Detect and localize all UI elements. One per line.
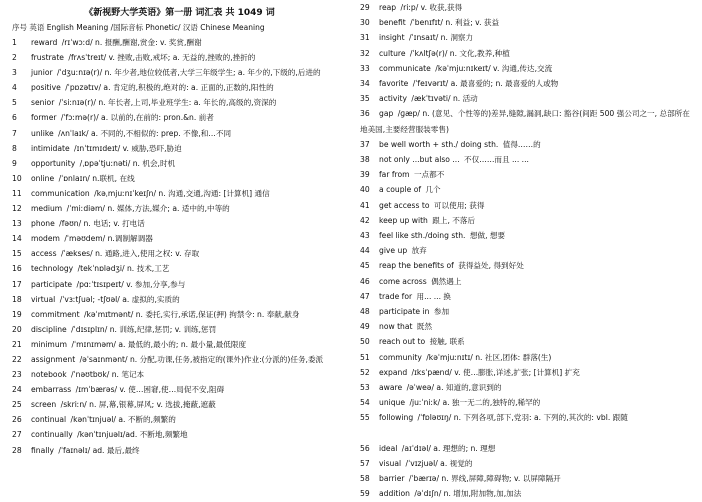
entry-row — [360, 15, 695, 30]
entry-meaning: 一点都不 — [411, 170, 445, 180]
entry-meaning: /ɡæp/ n. (意见、个性等的)差异,缝隙,漏洞,缺口: 豁谷(间距 500 强公司之一, 总部所在地美国,主要经营服装零售) — [360, 109, 690, 134]
entry-row — [12, 50, 347, 65]
entry-word: barrier — [379, 474, 405, 484]
entry-word: give up — [379, 246, 408, 256]
entry-meaning: /fəʊn/ n. 电话; v. 打电话 — [56, 219, 145, 229]
entry-meaning: /ɪmˈbærəs/ v. 使…困窘,使…局促不安,阻碍 — [73, 385, 225, 395]
entry-row — [360, 198, 695, 213]
entry-meaning: /rɪˈwɔːd/ n. 报酬,酬谢,赏金: v. 奖赏,酬谢 — [59, 38, 202, 47]
entry-meaning: /ˈkʌltʃə(r)/ n. 文化,教养,种植 — [407, 48, 510, 58]
entry-row — [360, 182, 695, 197]
entry-number: 56 — [360, 443, 370, 453]
entry-row — [12, 65, 347, 80]
entry-number: 33 — [360, 63, 370, 73]
entry-row — [360, 243, 695, 258]
entry-number: 47 — [360, 291, 370, 301]
blank-line — [360, 426, 695, 441]
entry-number: 32 — [360, 48, 370, 58]
entry-row — [360, 30, 695, 45]
entry-row — [12, 156, 347, 171]
entry-meaning: /pɑːˈtɪsɪpeɪt/ v. 参加,分享,参与 — [74, 279, 186, 289]
entry-word: activity — [379, 94, 407, 104]
entry-number: 38 — [360, 155, 370, 165]
entry-word: online — [31, 173, 55, 183]
entry-row — [12, 307, 347, 322]
entry-meaning: /əˈweə/ a. 知道的,意识到的 — [404, 383, 502, 393]
entry-row — [12, 216, 347, 231]
entry-word: reward — [31, 38, 58, 47]
right-entry-list — [360, 0, 695, 502]
entry-number: 40 — [360, 185, 370, 195]
entry-meaning: /kənˈtɪnjuəl/ a. 不断的,频繁的 — [68, 415, 176, 425]
entry-word: communication — [31, 188, 90, 198]
entry-number: 16 — [12, 264, 22, 274]
entry-number: 35 — [360, 94, 370, 104]
entry-number: 39 — [360, 170, 370, 180]
entry-word: unlike — [31, 128, 54, 138]
entry-number: 59 — [360, 489, 370, 499]
entry-word: embarrass — [31, 385, 72, 395]
entry-word: come across — [379, 276, 427, 286]
entry-meaning: /ˈvɪzjuəl/ a. 视觉的 — [403, 458, 473, 468]
entry-row — [12, 367, 347, 382]
entry-word: frustrate — [31, 53, 64, 63]
entry-row — [360, 106, 695, 136]
entry-row — [360, 304, 695, 319]
entry-number: 3 — [12, 68, 17, 78]
entry-number: 41 — [360, 200, 370, 210]
entry-row — [360, 456, 695, 471]
entry-word: be well worth + sth./ doing sth. — [379, 139, 499, 149]
entry-row — [360, 228, 695, 243]
entry-number: 5 — [12, 98, 17, 108]
entry-row — [12, 337, 347, 352]
entry-word: minimum — [31, 339, 68, 349]
entry-meaning: 可以使用; 获得 — [431, 200, 485, 210]
entry-number: 14 — [12, 234, 22, 244]
entry-number: 11 — [12, 188, 22, 198]
entry-number: 17 — [12, 279, 22, 289]
entry-word: commitment — [31, 309, 80, 319]
entry-number: 51 — [360, 352, 370, 362]
entry-meaning: /ɪnˈtɪmɪdeɪt/ v. 威胁,恐吓,胁迫 — [71, 143, 182, 153]
entry-meaning: 值得……的 — [500, 139, 541, 149]
page-title: 《新视野大学英语》第一册 词汇表 共 1049 词 — [84, 8, 275, 18]
entry-word: visual — [379, 458, 402, 468]
entry-word: following — [379, 413, 414, 423]
entry-meaning: /ˈsiːnɪə(r)/ n. 年长者,上司,毕业班学生: a. 年长的,高级的,资深的 — [56, 98, 277, 108]
entry-word: benefit — [379, 18, 406, 28]
entry-meaning: 偶然遇上 — [428, 276, 462, 286]
entry-word: continual — [31, 415, 67, 425]
entry-meaning: /ˈnəʊtbʊk/ n. 笔记本 — [68, 370, 145, 380]
entry-row — [360, 46, 695, 61]
entry-row — [360, 137, 695, 152]
entry-word: former — [31, 113, 57, 123]
entry-number: 4 — [12, 83, 17, 93]
entry-word: reap the benefits of — [379, 261, 454, 271]
entry-number: 26 — [12, 415, 22, 425]
entry-meaning: /ˈpɒzətɪv/ a. 肯定的,积极的,绝对的: a. 正面的,正数的,阳性的 — [62, 83, 274, 93]
entry-word: keep up with — [379, 215, 428, 225]
left-column — [12, 0, 347, 458]
entry-meaning: 跟上, 不落后 — [429, 215, 476, 225]
entry-row — [360, 380, 695, 395]
entry-number: 28 — [12, 445, 22, 455]
entry-number: 31 — [360, 33, 370, 43]
left-entry-list — [12, 35, 347, 458]
entry-meaning: 获得益处, 得到好处 — [455, 261, 524, 271]
entry-meaning: 既然 — [414, 322, 433, 332]
entry-row — [360, 486, 695, 501]
entry-number: 45 — [360, 261, 370, 271]
entry-number: 49 — [360, 322, 370, 332]
entry-row — [12, 322, 347, 337]
entry-number: 13 — [12, 219, 22, 229]
entry-row — [12, 110, 347, 125]
entry-word: not only ...but also ... — [379, 155, 460, 165]
entry-number: 46 — [360, 276, 370, 286]
entry-row — [12, 427, 347, 442]
entry-word: access — [31, 249, 57, 259]
entry-row — [360, 61, 695, 76]
entry-word: communicate — [379, 63, 431, 73]
entry-meaning: 参加 — [431, 307, 450, 317]
entry-row — [360, 319, 695, 334]
entry-meaning: /ˌɒpəˈtjuːnəti/ n. 机会,时机 — [77, 158, 176, 168]
entry-meaning: /kəˈmjuːnɪkeɪt/ v. 沟通,传达,交流 — [432, 63, 553, 73]
entry-word: now that — [379, 322, 413, 332]
entry-row — [360, 410, 695, 425]
entry-number: 10 — [12, 173, 22, 183]
entry-row — [360, 0, 695, 15]
entry-meaning: 放弃 — [409, 246, 427, 256]
entry-row — [360, 91, 695, 106]
entry-meaning: /ˈməʊdem/ n.调制解调器 — [61, 234, 153, 244]
entry-number: 58 — [360, 474, 370, 484]
entry-number: 42 — [360, 215, 370, 225]
entry-word: reap — [379, 3, 397, 12]
entry-word: feel like sth./doing sth. — [379, 231, 466, 241]
entry-word: get access to — [379, 200, 430, 210]
entry-word: favorite — [379, 79, 409, 89]
entry-row — [12, 231, 347, 246]
entry-meaning: 用... ... 换 — [414, 291, 452, 301]
entry-number: 15 — [12, 249, 22, 259]
entry-row — [360, 76, 695, 91]
entry-number: 6 — [12, 113, 17, 123]
entry-number: 27 — [12, 430, 22, 440]
entry-number: 53 — [360, 383, 370, 393]
entry-meaning: /ˈdʒuːnɪə(r)/ n. 年少者,地位较低者,大学三年级学生; a. 年少的,下级的,后进的 — [54, 68, 321, 78]
entry-word: intimidate — [31, 143, 70, 153]
entry-word: positive — [31, 83, 61, 93]
entry-row — [360, 350, 695, 365]
entry-word: unique — [379, 398, 406, 408]
entry-meaning: /kəˈmjuːnɪtɪ/ n. 社区,团体: 群落(生) — [423, 352, 552, 362]
entry-number: 2 — [12, 53, 17, 63]
entry-row — [360, 152, 695, 167]
entry-word: senior — [31, 98, 55, 108]
entry-number: 1 — [12, 38, 17, 47]
entry-number: 23 — [12, 370, 22, 380]
entry-word: ideal — [379, 443, 398, 453]
entry-word: community — [379, 352, 422, 362]
entry-word: junior — [31, 68, 53, 78]
entry-row — [360, 365, 695, 380]
entry-row — [12, 292, 347, 307]
entry-row — [360, 471, 695, 486]
entry-row — [12, 261, 347, 276]
entry-row — [360, 395, 695, 410]
entry-row — [12, 277, 347, 292]
entry-word: addition — [379, 489, 410, 499]
entry-row — [360, 167, 695, 182]
entry-number: 52 — [360, 367, 370, 377]
entry-number: 24 — [12, 385, 22, 395]
entry-word: assignment — [31, 354, 76, 364]
entry-row — [12, 443, 347, 458]
entry-number: 44 — [360, 246, 370, 256]
entry-meaning: /ˈfeɪvərɪt/ a. 最喜爱的; n. 最喜爱的人或物 — [410, 79, 559, 89]
entry-meaning: /ˈmiːdiəm/ n. 媒体,方法,媒介; a. 适中的,中等的 — [64, 204, 230, 214]
entry-word: virtual — [31, 294, 56, 304]
entry-row — [12, 35, 347, 50]
entry-word: expand — [379, 367, 408, 377]
entry-word: aware — [379, 383, 403, 393]
entry-meaning: 想做, 想要 — [467, 231, 506, 241]
entry-meaning: 不仅……而且 ... ... — [461, 155, 529, 165]
entry-row — [12, 80, 347, 95]
entry-number: 19 — [12, 309, 22, 319]
entry-word: gap — [379, 109, 394, 119]
entry-word: reach out to — [379, 337, 426, 347]
entry-number: 12 — [12, 204, 22, 214]
entry-row — [12, 171, 347, 186]
entry-row — [12, 352, 347, 367]
entry-row — [12, 126, 347, 141]
entry-number: 21 — [12, 339, 22, 349]
entry-meaning: /ˈbærɪə/ n. 界线,屏障,障碍物; v. 以屏障隔开 — [406, 474, 561, 484]
entry-meaning: /ˈɪnsaɪt/ n. 洞察力 — [406, 33, 474, 43]
entry-number: 48 — [360, 307, 370, 317]
entry-number: 9 — [12, 158, 17, 168]
column-header: 序号 英语 English Meaning /国际音标 Phonetic/ 汉语 Chinese Meaning — [12, 23, 265, 32]
entry-word: finally — [31, 445, 54, 455]
entry-number: 43 — [360, 231, 370, 241]
entry-number: 54 — [360, 398, 370, 408]
entry-meaning: 几个 — [423, 185, 441, 195]
entry-word: a couple of — [379, 185, 422, 195]
entry-number: 37 — [360, 139, 370, 149]
entry-meaning: /ˈfɒləʊɪŋ/ n. 下列各项,部下,党羽: a. 下列的,其次的: vbl. 跟随 — [415, 413, 628, 423]
entry-number: 50 — [360, 337, 370, 347]
entry-row — [360, 213, 695, 228]
entry-row — [360, 274, 695, 289]
entry-row — [12, 201, 347, 216]
entry-meaning: /ˈfaɪnəlɪ/ ad. 最后,最终 — [55, 445, 140, 455]
entry-number: 30 — [360, 18, 370, 28]
entry-meaning: /ækˈtɪvəti/ n. 活动 — [409, 94, 478, 104]
entry-number: 34 — [360, 79, 370, 89]
entry-number: 20 — [12, 324, 22, 334]
entry-meaning: /ˈdɪsɪplɪn/ n. 训练,纪律,惩罚; v. 训练,惩罚 — [68, 324, 217, 334]
entry-number: 57 — [360, 458, 370, 468]
entry-row — [12, 186, 347, 201]
entry-meaning: /ˈɒnlaɪn/ n.联机, 在线 — [56, 173, 135, 183]
entry-word: continually — [31, 430, 73, 440]
entry-number: 7 — [12, 128, 17, 138]
entry-number: 22 — [12, 354, 22, 364]
entry-meaning: /juːˈniːk/ a. 独一无二的,独特的,稀罕的 — [407, 398, 541, 408]
entry-row — [12, 141, 347, 156]
entry-meaning: /kəˈmɪtmənt/ n. 委托,实行,承诺,保证(押) 拘禁令: n. 奉献,献身 — [81, 309, 300, 319]
entry-meaning: /aɪˈdɪəl/ a. 理想的; n. 理想 — [399, 443, 496, 453]
entry-meaning: /riːp/ v. 收获,获得 — [398, 3, 463, 12]
entry-word: culture — [379, 48, 406, 58]
entry-word: notebook — [31, 370, 67, 380]
entry-word: screen — [31, 400, 57, 410]
entry-number: 36 — [360, 109, 370, 119]
entry-meaning: /ʌnˈlaɪk/ a. 不同的,不相似的: prep. 不像,和…不同 — [55, 128, 232, 138]
entry-word: medium — [31, 204, 63, 214]
entry-meaning: /əˈsaɪnmənt/ n. 分配,功课,任务,被指定的(课外)作业:(分派的)任务,委派 — [77, 354, 324, 364]
entry-word: trade for — [379, 291, 413, 301]
entry-meaning: /kənˈtɪnjuəlɪ/ad. 不断地,频繁地 — [74, 430, 188, 440]
entry-word: discipline — [31, 324, 67, 334]
entry-row — [12, 95, 347, 110]
entry-word: modem — [31, 234, 60, 244]
entry-row — [12, 382, 347, 397]
entry-meaning: /kəˌmjuːnɪˈkeɪʃn/ n. 沟通,交通,沟通: [计算机] 通信 — [91, 188, 270, 198]
entry-meaning: /ˈækses/ n. 通路,进入,使用之权: v. 存取 — [58, 249, 200, 259]
entry-meaning: /ˈmɪnɪməm/ a. 最低的,最小的; n. 最小量,最低限度 — [69, 339, 247, 349]
entry-number: 18 — [12, 294, 22, 304]
entry-word: insight — [379, 33, 405, 43]
entry-meaning: /ˈbenɪfɪt/ n. 利益; v. 获益 — [407, 18, 500, 28]
entry-word: technology — [31, 264, 74, 274]
entry-meaning: /ˈfɔːmə(r)/ a. 以前的,在前的: pron.&n. 前者 — [58, 113, 214, 123]
entry-row — [360, 441, 695, 456]
entry-meaning: /ˈvɜːtʃuəl; -tʃʊəl/ a. 虚拟的,实质的 — [57, 294, 180, 304]
entry-row — [360, 334, 695, 349]
entry-meaning: /tekˈnɒlədʒi/ n. 技术,工艺 — [75, 264, 170, 274]
entry-row — [12, 397, 347, 412]
entry-row — [360, 289, 695, 304]
entry-word: far from — [379, 170, 410, 180]
entry-meaning: /ɪksˈpænd/ v. 使…膨胀,详述,扩张; [计算机] 扩充 — [409, 367, 580, 377]
entry-meaning: /əˈdɪʃn/ n. 增加,附加物,加,加法 — [411, 489, 522, 499]
entry-word: phone — [31, 219, 55, 229]
entry-number: 8 — [12, 143, 17, 153]
entry-word: participate — [31, 279, 73, 289]
entry-word: opportunity — [31, 158, 76, 168]
entry-row — [12, 412, 347, 427]
right-column — [360, 0, 695, 502]
entry-number: 29 — [360, 3, 370, 12]
entry-number: 55 — [360, 413, 370, 423]
entry-row — [12, 246, 347, 261]
entry-row — [360, 258, 695, 273]
entry-word: participate in — [379, 307, 430, 317]
entry-meaning: /frʌsˈtreɪt/ v. 挫败,击败,戒坏; a. 无益的,挫败的,挫折的 — [65, 53, 256, 63]
entry-meaning: 接触, 联系 — [427, 337, 465, 347]
entry-meaning: /skriːn/ n. 屏,幕,银幕,屏风; v. 选拔,掩蔽,遮蔽 — [58, 400, 216, 410]
entry-number: 25 — [12, 400, 22, 410]
